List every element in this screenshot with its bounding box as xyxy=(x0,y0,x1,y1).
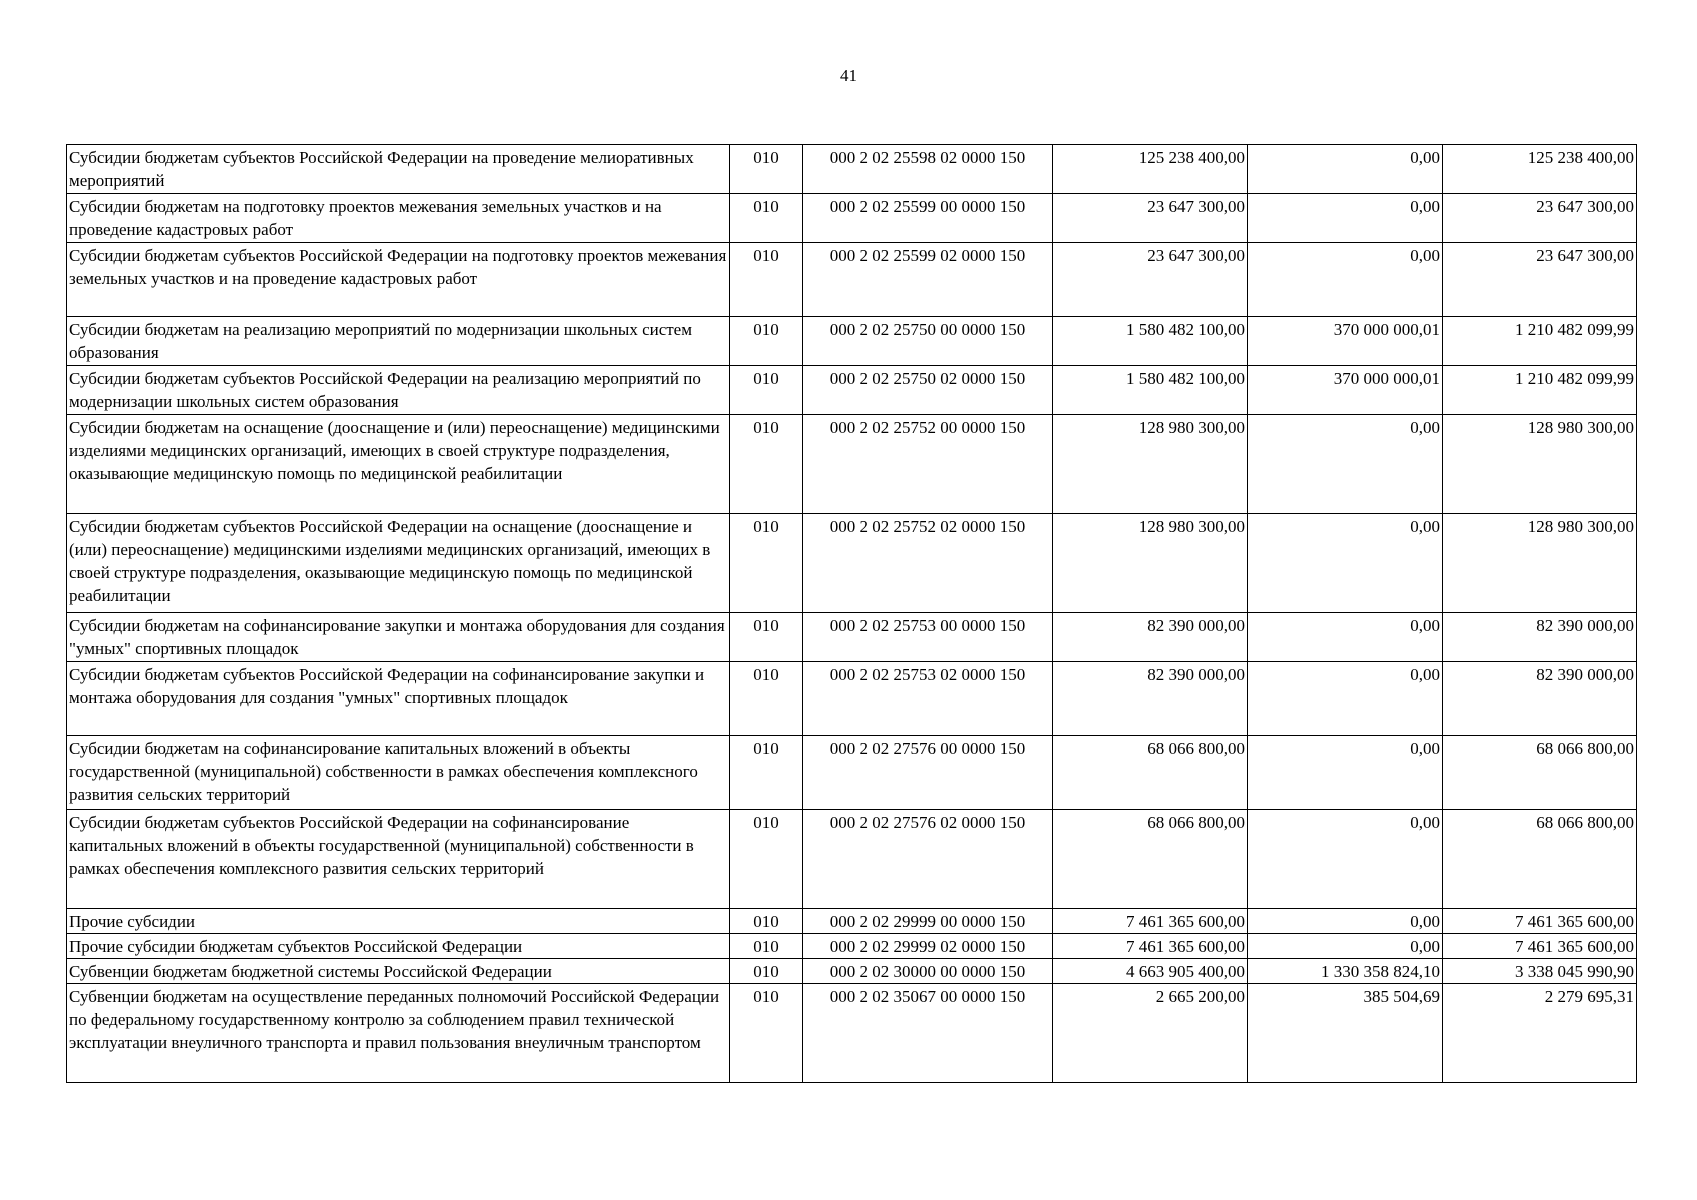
table-row xyxy=(67,514,1637,613)
row-code: 010 xyxy=(730,984,803,1083)
row-kbk: 000 2 02 25753 00 0000 150 xyxy=(803,613,1053,662)
row-name: Субсидии бюджетам субъектов Российской Федерации на софинансирование закупки и монтажа оборудования для создания "умных" спортивных площадок xyxy=(67,662,730,736)
row-plan: 128 980 300,00 xyxy=(1053,514,1248,613)
row-code: 010 xyxy=(730,243,803,317)
row-name: Субсидии бюджетам субъектов Российской Федерации на оснащение (дооснащение и (или) переоснащение) медицинскими изделиями медицинских организаций, имеющих в своей структуре подразделения, оказывающие медицинскую помощь по медицинской реабилитации xyxy=(67,514,730,613)
row-code: 010 xyxy=(730,909,803,934)
row-fact: 0,00 xyxy=(1248,145,1443,194)
table-row xyxy=(67,934,1637,959)
row-code: 010 xyxy=(730,366,803,415)
row-name: Субвенции бюджетам на осуществление переданных полномочий Российской Федерации по федеральному государственному контролю за соблюдением правил технической эксплуатации внеуличного транспорта и правил пользования внеуличным транспортом xyxy=(67,984,730,1083)
table-row xyxy=(67,317,1637,366)
row-kbk: 000 2 02 29999 00 0000 150 xyxy=(803,909,1053,934)
row-code: 010 xyxy=(730,662,803,736)
row-rest: 7 461 365 600,00 xyxy=(1443,909,1637,934)
row-name: Субсидии бюджетам на оснащение (дооснащение и (или) переоснащение) медицинскими изделиями медицинских организаций, имеющих в своей структуре подразделения, оказывающие медицинскую помощь по медицинской реабилитации xyxy=(67,415,730,514)
row-code: 010 xyxy=(730,415,803,514)
row-fact: 0,00 xyxy=(1248,194,1443,243)
row-fact: 0,00 xyxy=(1248,613,1443,662)
row-kbk: 000 2 02 25599 00 0000 150 xyxy=(803,194,1053,243)
row-rest: 23 647 300,00 xyxy=(1443,194,1637,243)
row-name: Субсидии бюджетам субъектов Российской Федерации на подготовку проектов межевания земельных участков и на проведение кадастровых работ xyxy=(67,243,730,317)
row-fact: 0,00 xyxy=(1248,909,1443,934)
row-plan: 68 066 800,00 xyxy=(1053,736,1248,810)
row-fact: 370 000 000,01 xyxy=(1248,317,1443,366)
row-code: 010 xyxy=(730,810,803,909)
row-code: 010 xyxy=(730,194,803,243)
row-fact: 0,00 xyxy=(1248,662,1443,736)
row-fact: 370 000 000,01 xyxy=(1248,366,1443,415)
budget-table-body xyxy=(67,145,1637,1083)
row-kbk: 000 2 02 25752 00 0000 150 xyxy=(803,415,1053,514)
row-name: Субсидии бюджетам субъектов Российской Федерации на реализацию мероприятий по модернизации школьных систем образования xyxy=(67,366,730,415)
row-name: Субсидии бюджетам на софинансирование закупки и монтажа оборудования для создания "умных" спортивных площадок xyxy=(67,613,730,662)
table-row xyxy=(67,984,1637,1083)
row-kbk: 000 2 02 25753 02 0000 150 xyxy=(803,662,1053,736)
row-code: 010 xyxy=(730,613,803,662)
page-number: 41 xyxy=(840,66,857,85)
row-fact: 385 504,69 xyxy=(1248,984,1443,1083)
row-code: 010 xyxy=(730,736,803,810)
row-rest: 82 390 000,00 xyxy=(1443,662,1637,736)
row-name: Прочие субсидии xyxy=(67,909,730,934)
row-fact: 0,00 xyxy=(1248,514,1443,613)
row-rest: 128 980 300,00 xyxy=(1443,415,1637,514)
row-name: Субсидии бюджетам субъектов Российской Федерации на проведение мелиоративных мероприятий xyxy=(67,145,730,194)
row-plan: 82 390 000,00 xyxy=(1053,613,1248,662)
row-kbk: 000 2 02 25598 02 0000 150 xyxy=(803,145,1053,194)
row-plan: 128 980 300,00 xyxy=(1053,415,1248,514)
row-kbk: 000 2 02 25750 02 0000 150 xyxy=(803,366,1053,415)
row-name: Субсидии бюджетам на реализацию мероприятий по модернизации школьных систем образования xyxy=(67,317,730,366)
row-rest: 1 210 482 099,99 xyxy=(1443,317,1637,366)
row-plan: 7 461 365 600,00 xyxy=(1053,909,1248,934)
row-rest: 68 066 800,00 xyxy=(1443,810,1637,909)
row-plan: 1 580 482 100,00 xyxy=(1053,366,1248,415)
table-row xyxy=(67,415,1637,514)
row-plan: 1 580 482 100,00 xyxy=(1053,317,1248,366)
row-code: 010 xyxy=(730,934,803,959)
row-rest: 3 338 045 990,90 xyxy=(1443,959,1637,984)
row-kbk: 000 2 02 30000 00 0000 150 xyxy=(803,959,1053,984)
row-rest: 125 238 400,00 xyxy=(1443,145,1637,194)
row-name: Субвенции бюджетам бюджетной системы Российской Федерации xyxy=(67,959,730,984)
row-kbk: 000 2 02 35067 00 0000 150 xyxy=(803,984,1053,1083)
row-name: Субсидии бюджетам на софинансирование капитальных вложений в объекты государственной (муниципальной) собственности в рамках обеспечения комплексного развития сельских территорий xyxy=(67,736,730,810)
row-plan: 7 461 365 600,00 xyxy=(1053,934,1248,959)
table-row xyxy=(67,243,1637,317)
row-rest: 68 066 800,00 xyxy=(1443,736,1637,810)
row-rest: 82 390 000,00 xyxy=(1443,613,1637,662)
table-row xyxy=(67,145,1637,194)
table-row xyxy=(67,909,1637,934)
row-name: Прочие субсидии бюджетам субъектов Российской Федерации xyxy=(67,934,730,959)
table-row xyxy=(67,194,1637,243)
row-plan: 125 238 400,00 xyxy=(1053,145,1248,194)
row-name: Субсидии бюджетам на подготовку проектов межевания земельных участков и на проведение кадастровых работ xyxy=(67,194,730,243)
table-row xyxy=(67,810,1637,909)
row-rest: 23 647 300,00 xyxy=(1443,243,1637,317)
row-plan: 2 665 200,00 xyxy=(1053,984,1248,1083)
row-rest: 2 279 695,31 xyxy=(1443,984,1637,1083)
table-row xyxy=(67,736,1637,810)
row-fact: 0,00 xyxy=(1248,934,1443,959)
budget-table xyxy=(66,144,1637,1083)
table-row xyxy=(67,959,1637,984)
row-fact: 0,00 xyxy=(1248,736,1443,810)
row-plan: 23 647 300,00 xyxy=(1053,243,1248,317)
row-kbk: 000 2 02 25752 02 0000 150 xyxy=(803,514,1053,613)
row-kbk: 000 2 02 25599 02 0000 150 xyxy=(803,243,1053,317)
row-code: 010 xyxy=(730,514,803,613)
row-fact: 1 330 358 824,10 xyxy=(1248,959,1443,984)
row-fact: 0,00 xyxy=(1248,243,1443,317)
row-kbk: 000 2 02 25750 00 0000 150 xyxy=(803,317,1053,366)
table-row xyxy=(67,613,1637,662)
row-kbk: 000 2 02 27576 00 0000 150 xyxy=(803,736,1053,810)
table-row xyxy=(67,366,1637,415)
row-code: 010 xyxy=(730,317,803,366)
row-name: Субсидии бюджетам субъектов Российской Федерации на софинансирование капитальных вложений в объекты государственной (муниципальной) собственности в рамках обеспечения комплексного развития сельских территорий xyxy=(67,810,730,909)
row-plan: 68 066 800,00 xyxy=(1053,810,1248,909)
row-kbk: 000 2 02 29999 02 0000 150 xyxy=(803,934,1053,959)
row-fact: 0,00 xyxy=(1248,415,1443,514)
row-code: 010 xyxy=(730,145,803,194)
table-row xyxy=(67,662,1637,736)
row-plan: 82 390 000,00 xyxy=(1053,662,1248,736)
row-fact: 0,00 xyxy=(1248,810,1443,909)
row-rest: 1 210 482 099,99 xyxy=(1443,366,1637,415)
row-rest: 7 461 365 600,00 xyxy=(1443,934,1637,959)
row-rest: 128 980 300,00 xyxy=(1443,514,1637,613)
row-plan: 23 647 300,00 xyxy=(1053,194,1248,243)
row-plan: 4 663 905 400,00 xyxy=(1053,959,1248,984)
row-code: 010 xyxy=(730,959,803,984)
row-kbk: 000 2 02 27576 02 0000 150 xyxy=(803,810,1053,909)
